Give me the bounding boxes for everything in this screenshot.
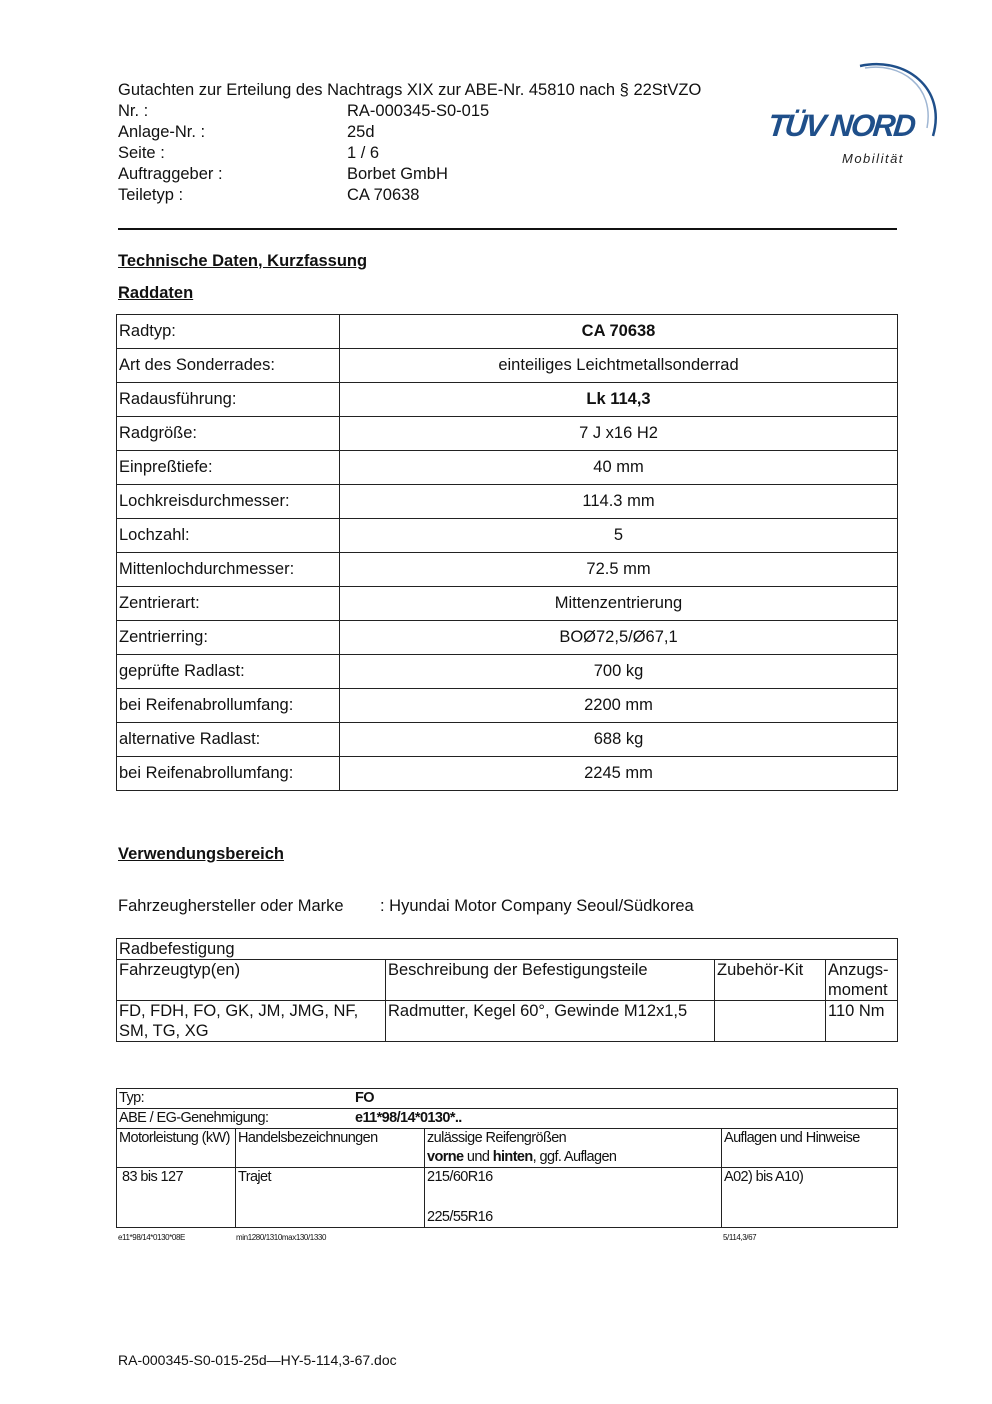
tires-header-sub bbox=[427, 1148, 719, 1167]
raddaten-row bbox=[117, 451, 898, 485]
raddaten-value: 700 kg bbox=[340, 655, 898, 689]
tire-size: 215/60R16 bbox=[427, 1169, 493, 1185]
hinten-text: hinten bbox=[492, 1149, 533, 1165]
raddaten-label: Zentrierring: bbox=[117, 621, 340, 655]
column-header: Anzugs-moment bbox=[826, 960, 898, 1001]
raddaten-value: 7 J x16 H2 bbox=[340, 417, 898, 451]
logo-subtitle: Mobilität bbox=[842, 151, 904, 166]
typ-label: Typ: bbox=[119, 1090, 144, 1106]
raddaten-row bbox=[117, 485, 898, 519]
raddaten-label: Lochkreisdurchmesser: bbox=[117, 485, 340, 519]
tire-size: 225/55R16 bbox=[427, 1209, 493, 1225]
raddaten-heading: Raddaten bbox=[118, 284, 194, 302]
header-field-teiletyp bbox=[118, 185, 701, 206]
trade-name: Trajet bbox=[236, 1168, 425, 1228]
header-label: Seite : bbox=[118, 144, 165, 162]
raddaten-label: Radgröße: bbox=[117, 417, 340, 451]
raddaten-label: Radausführung: bbox=[117, 383, 340, 417]
footer-filename: RA-000345-S0-015-25d—HY-5-114,3-67.doc bbox=[118, 1352, 397, 1368]
raddaten-value: einteiliges Leichtmetallsonderrad bbox=[340, 349, 898, 383]
document-header bbox=[118, 80, 701, 206]
raddaten-row bbox=[117, 587, 898, 621]
approval-code-note: e11*98/14*0130*08E bbox=[118, 1233, 185, 1242]
auflagen-text: , ggf. Auflagen bbox=[532, 1149, 617, 1165]
typ-table bbox=[116, 1088, 898, 1228]
raddaten-label: Radtyp: bbox=[117, 315, 340, 349]
raddaten-value: Lk 114,3 bbox=[340, 383, 898, 417]
raddaten-row bbox=[117, 621, 898, 655]
abe-label: ABE / EG-Genehmigung: bbox=[119, 1110, 269, 1126]
abe-value: e11*98/14*0130*.. bbox=[355, 1110, 462, 1126]
tuev-nord-logo bbox=[765, 58, 943, 173]
circumference-note: min1280/1310max130/1330 bbox=[236, 1233, 326, 1242]
raddaten-label: bei Reifenabrollumfang: bbox=[117, 689, 340, 723]
logo-text: TÜV NORD bbox=[766, 108, 916, 143]
raddaten-table bbox=[116, 314, 898, 791]
raddaten-row bbox=[117, 383, 898, 417]
column-header: Motorleistung (kW) bbox=[117, 1129, 236, 1168]
raddaten-label: geprüfte Radlast: bbox=[117, 655, 340, 689]
tire-sizes bbox=[425, 1168, 722, 1228]
section-title: Technische Daten, Kurzfassung bbox=[118, 252, 368, 270]
manufacturer-line bbox=[118, 897, 694, 916]
raddaten-label: Mittenlochdurchmesser: bbox=[117, 553, 340, 587]
raddaten-row bbox=[117, 723, 898, 757]
manufacturer-label: Fahrzeughersteller oder Marke bbox=[118, 897, 344, 915]
raddaten-label: Einpreßtiefe: bbox=[117, 451, 340, 485]
raddaten-label: Lochzahl: bbox=[117, 519, 340, 553]
raddaten-value: 2245 mm bbox=[340, 757, 898, 791]
header-value: 1 / 6 bbox=[347, 144, 380, 162]
header-field-seite bbox=[118, 143, 701, 164]
raddaten-row bbox=[117, 553, 898, 587]
header-label: Nr. : bbox=[118, 102, 149, 120]
raddaten-value: 40 mm bbox=[340, 451, 898, 485]
header-field-nr bbox=[118, 101, 701, 122]
raddaten-label: Art des Sonderrades: bbox=[117, 349, 340, 383]
accessory-kit bbox=[715, 1001, 826, 1042]
verwendung-heading: Verwendungsbereich bbox=[118, 845, 284, 863]
column-header: Auflagen und Hinweise bbox=[722, 1129, 898, 1168]
raddaten-value: 114.3 mm bbox=[340, 485, 898, 519]
vorne-text: vorne bbox=[427, 1149, 464, 1165]
raddaten-value: Mittenzentrierung bbox=[340, 587, 898, 621]
raddaten-value: 5 bbox=[340, 519, 898, 553]
raddaten-row bbox=[117, 689, 898, 723]
header-field-auftraggeber bbox=[118, 164, 701, 185]
column-header: Zubehör-Kit bbox=[715, 960, 826, 1001]
engine-power: 83 bis 127 bbox=[117, 1168, 236, 1228]
torque: 110 Nm bbox=[826, 1001, 898, 1042]
raddaten-row bbox=[117, 349, 898, 383]
raddaten-row bbox=[117, 519, 898, 553]
document-title: Gutachten zur Erteilung des Nachtrags XIX zur ABE-Nr. 45810 nach § 22StVZO bbox=[118, 81, 702, 99]
typ-row bbox=[117, 1089, 898, 1109]
header-label: Teiletyp : bbox=[118, 186, 184, 204]
fastening-description: Radmutter, Kegel 60°, Gewinde M12x1,5 bbox=[386, 1001, 715, 1042]
conditions: A02) bis A10) bbox=[722, 1168, 898, 1228]
raddaten-value: 2200 mm bbox=[340, 689, 898, 723]
raddaten-label: bei Reifenabrollumfang: bbox=[117, 757, 340, 791]
radbefestigung-title: Radbefestigung bbox=[117, 939, 898, 960]
header-value: RA-000345-S0-015 bbox=[347, 102, 490, 120]
manufacturer-value: : Hyundai Motor Company Seoul/Südkorea bbox=[380, 897, 694, 915]
raddaten-value: BOØ72,5/Ø67,1 bbox=[340, 621, 898, 655]
header-label: Anlage-Nr. : bbox=[118, 123, 206, 141]
column-header: Fahrzeugtyp(en) bbox=[117, 960, 386, 1001]
raddaten-value: CA 70638 bbox=[340, 315, 898, 349]
column-header-tires bbox=[425, 1129, 722, 1168]
typ-value: FO bbox=[355, 1090, 374, 1106]
column-header: Handelsbezeichnungen bbox=[236, 1129, 425, 1168]
und-text: und bbox=[463, 1149, 493, 1165]
header-value: 25d bbox=[347, 123, 375, 141]
abe-row bbox=[117, 1109, 898, 1129]
raddaten-label: alternative Radlast: bbox=[117, 723, 340, 757]
header-value: CA 70638 bbox=[347, 186, 420, 204]
raddaten-value: 72.5 mm bbox=[340, 553, 898, 587]
bolt-pattern-note: 5/114,3/67 bbox=[723, 1233, 757, 1242]
radbefestigung-table bbox=[116, 938, 898, 1042]
header-divider bbox=[118, 228, 897, 230]
raddaten-label: Zentrierart: bbox=[117, 587, 340, 621]
header-value: Borbet GmbH bbox=[347, 165, 448, 183]
raddaten-row bbox=[117, 315, 898, 349]
header-field-anlage bbox=[118, 122, 701, 143]
column-header: Beschreibung der Befestigungsteile bbox=[386, 960, 715, 1001]
tires-header-line: zulässige Reifengrößen bbox=[427, 1130, 567, 1146]
raddaten-row bbox=[117, 655, 898, 689]
raddaten-row bbox=[117, 757, 898, 791]
raddaten-row bbox=[117, 417, 898, 451]
header-label: Auftraggeber : bbox=[118, 165, 223, 183]
vehicle-types: FD, FDH, FO, GK, JM, JMG, NF, SM, TG, XG bbox=[117, 1001, 386, 1042]
raddaten-value: 688 kg bbox=[340, 723, 898, 757]
